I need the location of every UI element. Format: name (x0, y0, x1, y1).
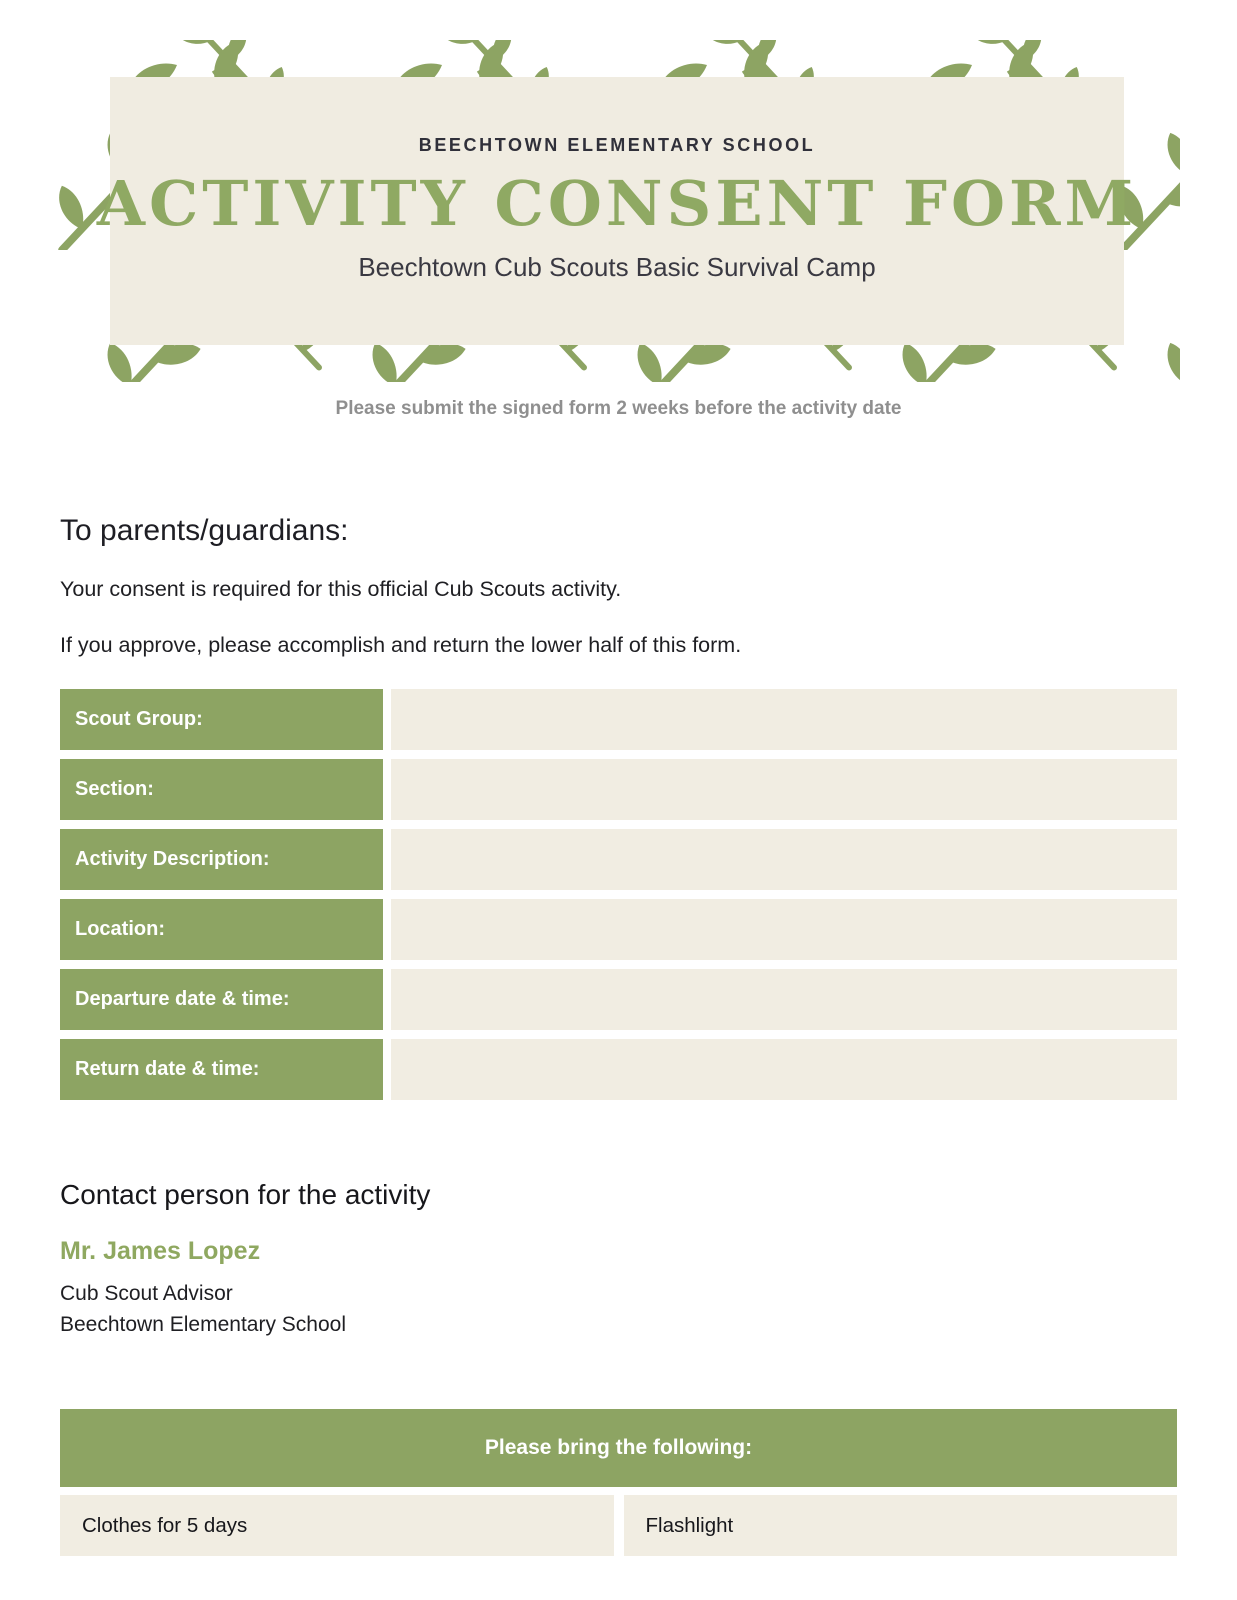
bring-section (60, 1409, 1177, 1556)
contact-name: Mr. James Lopez (60, 1237, 261, 1265)
bring-item: Flashlight (624, 1495, 1178, 1556)
intro-heading: To parents/guardians: (60, 514, 349, 547)
page-title: ACTIVITY CONSENT FORM (96, 167, 1138, 240)
contact-section (60, 1178, 430, 1338)
form-row-return (60, 1039, 1177, 1100)
form-label: Scout Group: (60, 689, 383, 750)
bring-heading: Please bring the following: (60, 1409, 1177, 1487)
form-row-scout-group (60, 689, 1177, 750)
contact-role: Cub Scout Advisor (60, 1282, 233, 1305)
contact-organization: Beechtown Elementary School (60, 1313, 346, 1336)
location-field[interactable] (391, 899, 1177, 960)
form-label: Location: (60, 899, 383, 960)
contact-heading: Contact person for the activity (60, 1179, 431, 1210)
activity-description-field[interactable] (391, 829, 1177, 890)
bring-items (60, 1495, 1177, 1556)
form-row-section (60, 759, 1177, 820)
return-field[interactable] (391, 1039, 1177, 1100)
form-label: Return date & time: (60, 1039, 383, 1100)
banner (57, 40, 1180, 382)
school-name: BEECHTOWN ELEMENTARY SCHOOL (418, 135, 816, 155)
form-row-activity-description (60, 829, 1177, 890)
intro-section (60, 512, 741, 656)
form-row-departure (60, 969, 1177, 1030)
intro-line-1: Your consent is required for this official Cub Scouts activity. (60, 577, 622, 601)
intro-line-2: If you approve, please accomplish and return the lower half of this form. (60, 633, 742, 657)
departure-field[interactable] (391, 969, 1177, 1030)
form-row-location (60, 899, 1177, 960)
activity-form-table (60, 689, 1177, 1100)
banner-card (96, 77, 1138, 345)
section-field[interactable] (391, 759, 1177, 820)
form-label: Activity Description: (60, 829, 383, 890)
form-label: Section: (60, 759, 383, 820)
page-subtitle: Beechtown Cub Scouts Basic Survival Camp (358, 252, 876, 282)
submission-note: Please submit the signed form 2 weeks before the activity date (335, 398, 902, 419)
form-label: Departure date & time: (60, 969, 383, 1030)
bring-item: Clothes for 5 days (60, 1495, 614, 1556)
scout-group-field[interactable] (391, 689, 1177, 750)
